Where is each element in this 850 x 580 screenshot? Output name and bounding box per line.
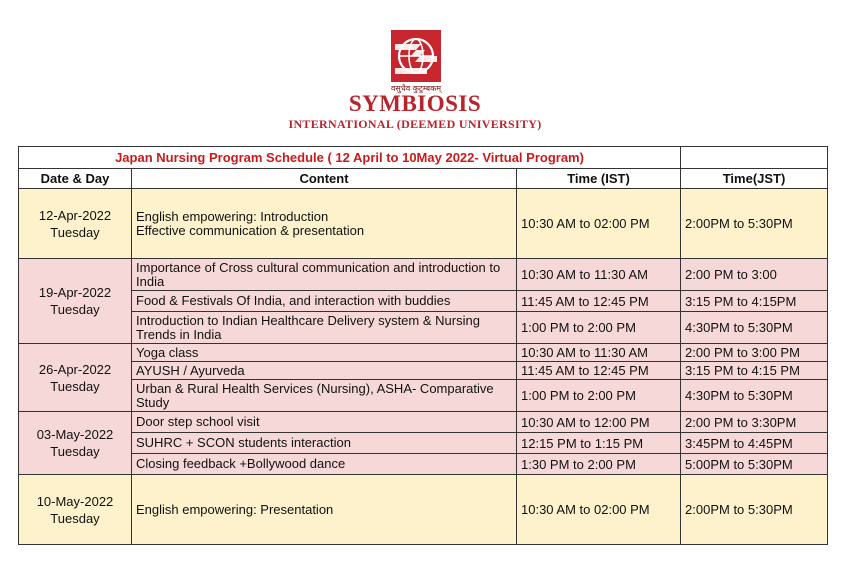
- jst-time-cell: 2:00 PM to 3:00: [681, 259, 828, 291]
- table-row: [19, 433, 828, 454]
- content-cell: Door step school visit: [132, 412, 517, 433]
- ist-time-cell: 1:00 PM to 2:00 PM: [517, 312, 681, 344]
- date-text: 03-May-2022: [36, 427, 114, 442]
- content-cell: English empowering: Presentation: [132, 475, 517, 545]
- date-text: 10-May-2022: [36, 493, 114, 509]
- date-cell: [19, 412, 132, 475]
- ist-time-cell: 11:45 AM to 12:45 PM: [517, 362, 681, 380]
- jst-time-cell: 3:15 PM to 4:15PM: [681, 291, 828, 312]
- header-content: Content: [132, 169, 517, 189]
- table-row: [19, 291, 828, 312]
- day-text: Tuesday: [50, 510, 100, 526]
- jst-time-cell: 2:00 PM to 3:00 PM: [681, 344, 828, 362]
- date-text: 19-Apr-2022: [38, 285, 112, 300]
- header-jst: Time(JST): [681, 169, 828, 189]
- jst-time-cell: 3:15 PM to 4:15 PM: [681, 362, 828, 380]
- table-row: [19, 259, 828, 291]
- content-cell: English empowering: Introduction Effective communication & presentation: [132, 189, 517, 259]
- date-text: 12-Apr-2022: [38, 207, 112, 223]
- content-cell: AYUSH / Ayurveda: [132, 362, 517, 380]
- ist-time-cell: 10:30 AM to 11:30 AM: [517, 259, 681, 291]
- content-cell: Closing feedback +Bollywood dance: [132, 454, 517, 475]
- table-title-row: [19, 147, 828, 169]
- jst-time-cell: 2:00PM to 5:30PM: [681, 189, 828, 259]
- table-title: Japan Nursing Program Schedule ( 12 April to 10May 2022- Virtual Program): [19, 147, 681, 169]
- ist-time-cell: 1:30 PM to 2:00 PM: [517, 454, 681, 475]
- ist-time-cell: 11:45 AM to 12:45 PM: [517, 291, 681, 312]
- jst-time-cell: 2:00PM to 5:30PM: [681, 475, 828, 545]
- schedule-table: [18, 146, 828, 545]
- header-ist: Time (IST): [517, 169, 681, 189]
- jst-time-cell: 4:30PM to 5:30PM: [681, 380, 828, 412]
- date-cell: [19, 344, 132, 412]
- table-row: [19, 412, 828, 433]
- jst-time-cell: 5:00PM to 5:30PM: [681, 454, 828, 475]
- table-row: [19, 454, 828, 475]
- day-text: Tuesday: [50, 378, 100, 394]
- table-row: [19, 380, 828, 412]
- content-cell: Urban & Rural Health Services (Nursing), ASHA- Comparative Study: [132, 380, 517, 412]
- logo-name: SYMBIOSIS: [348, 91, 482, 116]
- content-cell: SUHRC + SCON students interaction: [132, 433, 517, 454]
- ist-time-cell: 10:30 AM to 02:00 PM: [517, 475, 681, 545]
- date-text: 26-Apr-2022: [38, 361, 112, 377]
- content-cell: Introduction to Indian Healthcare Delivery system & Nursing Trends in India: [132, 312, 517, 344]
- date-cell: [19, 259, 132, 344]
- logo-subtitle: INTERNATIONAL (DEEMED UNIVERSITY): [288, 117, 542, 131]
- ist-time-cell: 10:30 AM to 12:00 PM: [517, 412, 681, 433]
- day-text: Tuesday: [50, 224, 100, 240]
- ist-time-cell: 12:15 PM to 1:15 PM: [517, 433, 681, 454]
- content-cell: Food & Festivals Of India, and interaction with buddies: [132, 291, 517, 312]
- date-cell: [19, 189, 132, 259]
- jst-time-cell: 3:45PM to 4:45PM: [681, 433, 828, 454]
- table-row: [19, 189, 828, 259]
- table-header-row: [19, 169, 828, 189]
- content-cell: Importance of Cross cultural communication and introduction to India: [132, 259, 517, 291]
- table-title-empty-cell: [681, 147, 828, 169]
- logo-motto: वसुधैव कुटुम्बकम्: [390, 84, 442, 93]
- day-text: Tuesday: [50, 302, 100, 317]
- table-row: [19, 344, 828, 362]
- content-cell: Yoga class: [132, 344, 517, 362]
- header-date: Date & Day: [19, 169, 132, 189]
- jst-time-cell: 4:30PM to 5:30PM: [681, 312, 828, 344]
- university-logo: [0, 0, 850, 140]
- ist-time-cell: 10:30 AM to 02:00 PM: [517, 189, 681, 259]
- jst-time-cell: 2:00 PM to 3:30PM: [681, 412, 828, 433]
- date-cell: [19, 475, 132, 545]
- day-text: Tuesday: [50, 444, 100, 459]
- table-row: [19, 475, 828, 545]
- table-row: [19, 362, 828, 380]
- table-row: [19, 312, 828, 344]
- symbiosis-s-globe-icon: [391, 30, 441, 82]
- schedule-body: [19, 189, 828, 545]
- ist-time-cell: 1:00 PM to 2:00 PM: [517, 380, 681, 412]
- ist-time-cell: 10:30 AM to 11:30 AM: [517, 344, 681, 362]
